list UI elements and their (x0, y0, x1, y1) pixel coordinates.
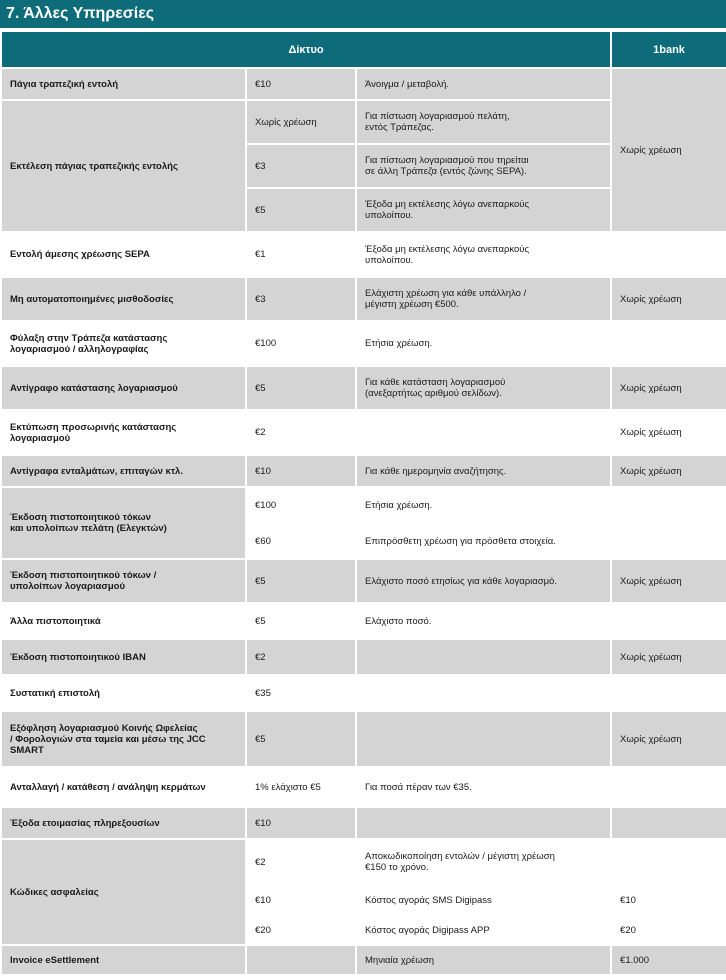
fee-description: Για πίστωση λογαριασμού πελάτη, εντός Τράπεζας. (356, 100, 611, 144)
fee-description: Κόστος αγοράς Digipass APP (356, 915, 611, 945)
table-row (1, 945, 726, 975)
network-price: €10 (246, 807, 356, 839)
fee-description: Ελάχιστη χρέωση για κάθε υπάλληλο / μέγιστη χρέωση €500. (356, 277, 611, 321)
table-row (1, 68, 726, 100)
network-price: €2 (246, 839, 356, 885)
table-row (1, 767, 726, 807)
onebank-price: €20 (611, 915, 726, 945)
table-row (1, 675, 726, 711)
table-row (1, 455, 726, 487)
network-price: €10 (246, 455, 356, 487)
onebank-price (611, 603, 726, 639)
fee-description (356, 675, 611, 711)
network-price: €5 (246, 603, 356, 639)
network-price: €5 (246, 711, 356, 767)
fee-description: Έξοδα μη εκτέλεσης λόγω ανεπαρκούς υπολοίπου. (356, 232, 611, 277)
table-row (1, 559, 726, 603)
service-name: Πάγια τραπεζική εντολή (1, 68, 246, 100)
fee-description: Ελάχιστο ποσό. (356, 603, 611, 639)
table-row (1, 410, 726, 455)
service-name: Αντίγραφα ενταλμάτων, επιταγών κτλ. (1, 455, 246, 487)
fee-description: Ετήσια χρέωση. (356, 487, 611, 523)
network-price: €20 (246, 915, 356, 945)
fee-description: Άνοιγμα / μεταβολή. (356, 68, 611, 100)
service-name: Κώδικες ασφαλείας (1, 839, 246, 945)
onebank-price: €10 (611, 885, 726, 915)
table-row (1, 232, 726, 277)
table-row (1, 711, 726, 767)
network-price: €3 (246, 144, 356, 188)
fee-description: Επιπρόσθετη χρέωση για πρόσθετα στοιχεία. (356, 523, 611, 559)
service-name: Φύλαξη στην Τράπεζα κατάστασης λογαριασμού / αλληλογραφίας (1, 321, 246, 366)
service-name: Ανταλλαγή / κατάθεση / ανάληψη κερμάτων (1, 767, 246, 807)
network-price: €5 (246, 366, 356, 410)
service-name: Αντίγραφο κατάστασης λογαριασμού (1, 366, 246, 410)
network-price: €100 (246, 487, 356, 523)
fee-description (356, 410, 611, 455)
onebank-price: Χωρίς χρέωση (611, 410, 726, 455)
service-name: Εκτέλεση πάγιας τραπεζικής εντολής (1, 100, 246, 232)
onebank-price: Χωρίς χρέωση (611, 277, 726, 321)
service-name: Μη αυτοματοποιημένες μισθοδοσίες (1, 277, 246, 321)
network-price: €3 (246, 277, 356, 321)
fee-description: Ετήσια χρέωση. (356, 321, 611, 366)
onebank-price (611, 807, 726, 839)
table-row (1, 639, 726, 675)
header-1bank: 1bank (611, 31, 726, 68)
onebank-price (611, 232, 726, 277)
service-name: Εντολή άμεσης χρέωσης SEPA (1, 232, 246, 277)
fee-description: Μηνιαία χρέωση (356, 945, 611, 975)
fee-description: Για κάθε κατάσταση λογαριασμού (ανεξαρτήτως αριθμού σελίδων). (356, 366, 611, 410)
fee-description: Έξοδα μη εκτέλεσης λόγω ανεπαρκούς υπολοίπου. (356, 188, 611, 232)
fee-description: Αποκωδικοποίηση εντολών / μέγιστη χρέωση €150 το χρόνο. (356, 839, 611, 885)
fee-description (356, 639, 611, 675)
table-row (1, 807, 726, 839)
network-price (246, 945, 356, 975)
fee-description: Κόστος αγοράς SMS Digipass (356, 885, 611, 915)
fee-description (356, 711, 611, 767)
fee-description (356, 807, 611, 839)
fees-table (0, 30, 726, 976)
service-name: Εξόφληση λογαριασμού Κοινής Ωφελείας / Φορολογιών στα ταμεία και μέσω της JCC SMART (1, 711, 246, 767)
network-price: €10 (246, 68, 356, 100)
network-price: €35 (246, 675, 356, 711)
network-price: €2 (246, 410, 356, 455)
onebank-price (611, 523, 726, 559)
service-name: Άλλα πιστοποιητικά (1, 603, 246, 639)
onebank-price: Χωρίς χρέωση (611, 559, 726, 603)
table-row (1, 366, 726, 410)
table-row (1, 603, 726, 639)
onebank-price (611, 839, 726, 885)
onebank-price: €1.000 (611, 945, 726, 975)
network-price: €10 (246, 885, 356, 915)
fee-description: Για κάθε ημερομηνία αναζήτησης. (356, 455, 611, 487)
table-row (1, 487, 726, 523)
onebank-price (611, 487, 726, 523)
onebank-price (611, 767, 726, 807)
service-name: Εκτύπωση προσωρινής κατάστασης λογαριασμού (1, 410, 246, 455)
service-name: Έκδοση πιστοποιητικού τόκων και υπολοίπων πελάτη (Ελεγκτών) (1, 487, 246, 559)
service-name: Έκδοση πιστοποιητικού τόκων / υπολοίπων λογαριασμού (1, 559, 246, 603)
header-network: Δίκτυο (1, 31, 611, 68)
onebank-price (611, 321, 726, 366)
fee-description: Για ποσά πέραν των €35. (356, 767, 611, 807)
table-row (1, 277, 726, 321)
network-price: 1% ελάχιστο €5 (246, 767, 356, 807)
network-price: Χωρίς χρέωση (246, 100, 356, 144)
table-row (1, 321, 726, 366)
onebank-price (611, 675, 726, 711)
fee-description: Ελάχιστο ποσό ετησίως για κάθε λογαριασμό. (356, 559, 611, 603)
fee-description: Για πίστωση λογαριασμού που τηρείται σε άλλη Τράπεζα (εντός ζώνης SEPA). (356, 144, 611, 188)
table-row (1, 839, 726, 885)
network-price: €60 (246, 523, 356, 559)
network-price: €5 (246, 559, 356, 603)
onebank-price: Χωρίς χρέωση (611, 68, 726, 232)
onebank-price: Χωρίς χρέωση (611, 455, 726, 487)
network-price: €2 (246, 639, 356, 675)
section-title: 7. Άλλες Υπηρεσίες (0, 0, 726, 28)
service-name: Έξοδα ετοιμασίας πληρεξουσίων (1, 807, 246, 839)
network-price: €5 (246, 188, 356, 232)
network-price: €1 (246, 232, 356, 277)
service-name: Έκδοση πιστοποιητικού IBAN (1, 639, 246, 675)
network-price: €100 (246, 321, 356, 366)
service-name: Invoice eSettlement (1, 945, 246, 975)
onebank-price: Χωρίς χρέωση (611, 366, 726, 410)
service-name: Συστατική επιστολή (1, 675, 246, 711)
onebank-price: Χωρίς χρέωση (611, 711, 726, 767)
onebank-price: Χωρίς χρέωση (611, 639, 726, 675)
